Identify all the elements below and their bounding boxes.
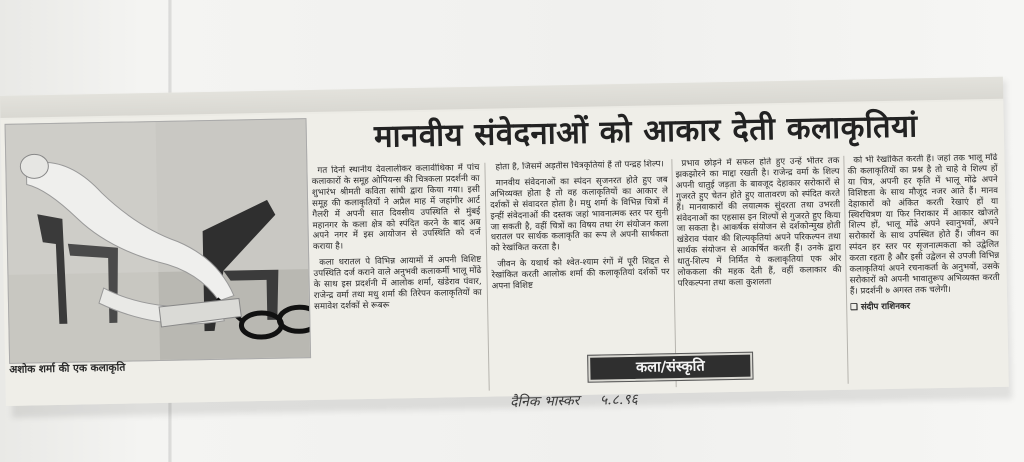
- artwork-illustration: [6, 119, 311, 363]
- artwork-photo: [5, 118, 312, 364]
- paragraph: गत दिनों स्थानीय देवलालीकर कलावीथिका में पांच कलाकारों के समूह ओपियन्स की चित्रकला प्रदर्शनी का शुभारंभ श्रीमती कविता सांघी द्वारा किया गया। इसी समूह की कलाकृतियों ने अप्रैल माह में जहांगीर आर्ट गैलरी में अपनी सात दिवसीय उपस्थिति से मुंबई महानगर के कला क्षेत्र को स्पंदित करने के बाद अब अपने नगर में इस आयोजन से उपस्थिति को दर्ज कराया है।: [311, 162, 481, 253]
- paragraph: जीवन के यथार्थ को श्वेत-श्याम रंगों में पूरी शिद्दत से रेखांकित करती आलोक शर्मा की कलाकृतियां दर्शकों पर अपना विशिष्ट: [491, 256, 670, 292]
- column-rule: [484, 163, 489, 391]
- handwritten-source-note: [510, 388, 730, 417]
- paragraph: कला धरातल पे विभिन्न आयामों में अपनी विशिष्ट उपस्थिति दर्ज कराने वाले अनुभवी कलाकर्मी भालू मोंढे के साथ इस प्रदर्शनी में आलोक शर्मा, खंडेराव पंवार, राजेन्द्र वर्मा तथा मधु शर्मा की तिरेपन कलाकृतियों का समावेश दर्शकों से रूबरू: [313, 255, 482, 312]
- photo-caption: अशोक शर्मा की एक कलाकृति: [9, 361, 126, 376]
- paragraph: प्रभाव छोड़ने में सफल होते हुए उन्हें भीतर तक झकझोरने का माद्दा रखती है। राजेन्द्र वर्मा के शिल्प अपनी धातुई जड़ता के बावजूद देहाकार सरोकारों से गुजरते हुए चेतन होते हुए वातावरण को स्पंदित करते हैं। मानवाकारों की लयात्मक सुंदरता तथा उभरती संवेदनाओं का एहसास इन शिल्पों से गुजरते हुए किया जा सकता है। आकर्षक संयोजन से दर्शकोन्मुख होती खंडेराव पंवार की शिल्पकृतियां अपने परिकल्पन तथा सार्थक संयोजन से आकर्षित करती हैं। उनके द्वारा धातु-शिल्प में निर्मित ये कलाकृतियां एक ओर लोककला की महक देती हैं, वहीं कलाकार की परिकल्पना तथा कला कुशलता: [675, 155, 842, 289]
- author-byline: ❑ संदीप राशिनकर: [850, 301, 911, 313]
- paragraph: होता है, जिसमें अड़तीस चित्रकृतियां हैं तो पन्द्रह शिल्प।: [495, 159, 664, 173]
- article-column-4: [847, 153, 1001, 388]
- newspaper-name: दैनिक भास्कर: [509, 392, 580, 411]
- section-tag: कला/संस्कृति: [588, 353, 752, 382]
- article: [0, 101, 1008, 406]
- clipping-date: ५.८.९६: [599, 391, 639, 409]
- paragraph: मानवीय संवेदनाओं का स्पंदन सृजनरत होते हुए जब अभिव्यक्त होता है तो वह कलाकृतियों का आकार ले दर्शकों से संवादरत होता है। मधु शर्मा के विभिन्न चित्रों में इन्हीं संवेदनाओं की दस्तक जहां भावनात्मक स्तर पर सुनी जा सकती है, वहीं चित्रों का विषय तथा रंग संयोजन कला धरातल पर सार्थक कलाकृति का रूप ले अपनी सार्थकता को रेखांकित करता है।: [489, 175, 669, 254]
- article-column-1: [311, 163, 483, 398]
- headline: मानवीय संवेदनाओं को आकार देती कलाकृतियां: [373, 108, 918, 155]
- paragraph: को भी रेखांकित करती हैं। जहां तक भालू मोंढे की कलाकृतियों का प्रश्न है तो चाहे वे शिल्प हों या चित्र, अपनी हर कृति में भालू मोंढे अपने विशिष्टता के साथ मौजूद नजर आते हैं। मानव देहाकारों को अंकित करती रेखाएं हों या स्थिरचित्रण या फिर निराकार में आकार खोजते शिल्प हों, भालू मोंढे अपने स्वानुभवों, अपने सरोकारों के साथ उपस्थित होते हैं। जीवन का स्पंदन हर स्तर पर सृजनात्मकता को उद्वेलित करता रहता है और इसी उद्वेलन से उपजी विभिन्न कलाकृतियां अपने रचनाकर्ता के अनुभवों, उसके सरोकारों को अपनी भावातुरूप अभिव्यक्त करती हैं। प्रदर्शनी ७ अगस्त तक चलेगी।: [847, 152, 1000, 297]
- newspaper-clipping: [0, 77, 1009, 406]
